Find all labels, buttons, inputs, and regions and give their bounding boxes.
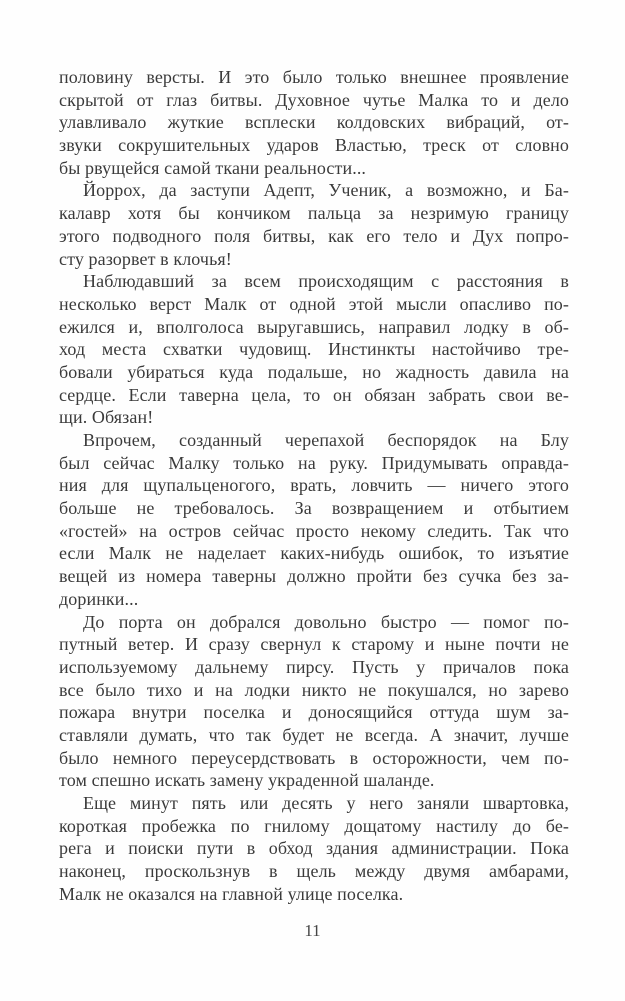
text-line: сту разорвет в клочья!	[59, 248, 232, 269]
text-line: несколько верст Малк от одной этой мысли опасливо по-	[59, 293, 569, 314]
text-line: Наблюдавший за всем происходящим с расстояния в	[83, 271, 569, 292]
text-line: используемому дальнему пирсу. Пусть у причалов пока	[59, 656, 569, 677]
text-line: ния для щупальценогого, врать, ловчить — ничего этого	[59, 475, 569, 496]
text-line: бовали убираться куда подальше, но жадность давила на	[59, 361, 569, 382]
text-line: все было тихо и на лодки никто не покушался, но зарево	[59, 679, 569, 700]
text-line: Малк не оказался на главной улице поселка.	[59, 883, 404, 904]
text-line: щи. Обязан!	[59, 407, 154, 428]
text-line: улавливало жуткие всплески колдовских вибраций, от-	[59, 112, 569, 133]
text-line: ставляли думать, что так будет не всегда. А значит, лучше	[59, 724, 569, 745]
text-line: Еще минут пять или десять у него заняли швартовка,	[83, 793, 569, 813]
text-line: наконец, проскользнув в щель между двумя амбарами,	[59, 861, 569, 882]
text-line: Йоррох, да заступи Адепт, Ученик, а возможно, и Ба-	[83, 180, 569, 201]
text-line: калавр хотя бы кончиком пальца за незримую границу	[59, 203, 569, 224]
text-line: пожара внутри поселка и доносящийся оттуда шум за-	[59, 702, 569, 723]
text-line: ежился и, вполголоса выругавшись, направил лодку в об-	[59, 316, 569, 337]
text-line: До порта он добрался довольно быстро — помог по-	[83, 611, 569, 632]
text-line: короткая пробежка по гнилому дощатому настилу до бе-	[59, 815, 569, 836]
text-line: больше не требовалось. За возвращением и отбытием	[59, 498, 569, 519]
text-line: был сейчас Малку только на руку. Придумывать оправда-	[59, 452, 569, 473]
paragraph	[59, 66, 569, 179]
text-line: «гостей» на остров сейчас просто некому следить. Так что	[59, 520, 569, 541]
text-line: Впрочем, созданный черепахой беспорядок на Блу	[83, 430, 569, 450]
text-line: половину версты. И это было только внешнее проявление	[59, 67, 569, 87]
text-line: доринки...	[59, 588, 139, 609]
text-line: звуки сокрушительных ударов Властью, треск от словно	[59, 135, 569, 156]
paragraph	[59, 611, 569, 793]
text-line: путный ветер. И сразу свернул к старому и ныне почти не	[59, 634, 569, 655]
text-line: ход места схватки чудовищ. Инстинкты настойчиво тре-	[59, 339, 569, 360]
paragraph	[59, 270, 569, 429]
text-line: было немного переусердствовать в осторожности, чем по-	[59, 747, 569, 768]
text-line: сердце. Если таверна цела, то он обязан забрать свои ве-	[59, 384, 569, 405]
text-line: том спешно искать замену украденной шаланде.	[59, 770, 435, 791]
text-line: этого подводного поля битвы, как его тело и Дух попро-	[59, 225, 569, 246]
page-number: 11	[304, 921, 321, 940]
text-line: рега и поиски пути в обход здания администрации. Пока	[59, 838, 569, 859]
text-line: если Малк не наделает каких-нибудь ошибок, то изъятие	[59, 543, 569, 564]
paragraph	[59, 179, 569, 270]
page-text	[59, 66, 569, 905]
paragraph	[59, 429, 569, 611]
paragraph	[59, 792, 569, 905]
text-line: скрытой от глаз битвы. Духовное чутье Малка то и дело	[59, 89, 569, 110]
text-line: бы рвущейся самой ткани реальности...	[59, 157, 367, 178]
text-line: вещей из номера таверны должно пройти без сучка без за-	[59, 566, 569, 587]
